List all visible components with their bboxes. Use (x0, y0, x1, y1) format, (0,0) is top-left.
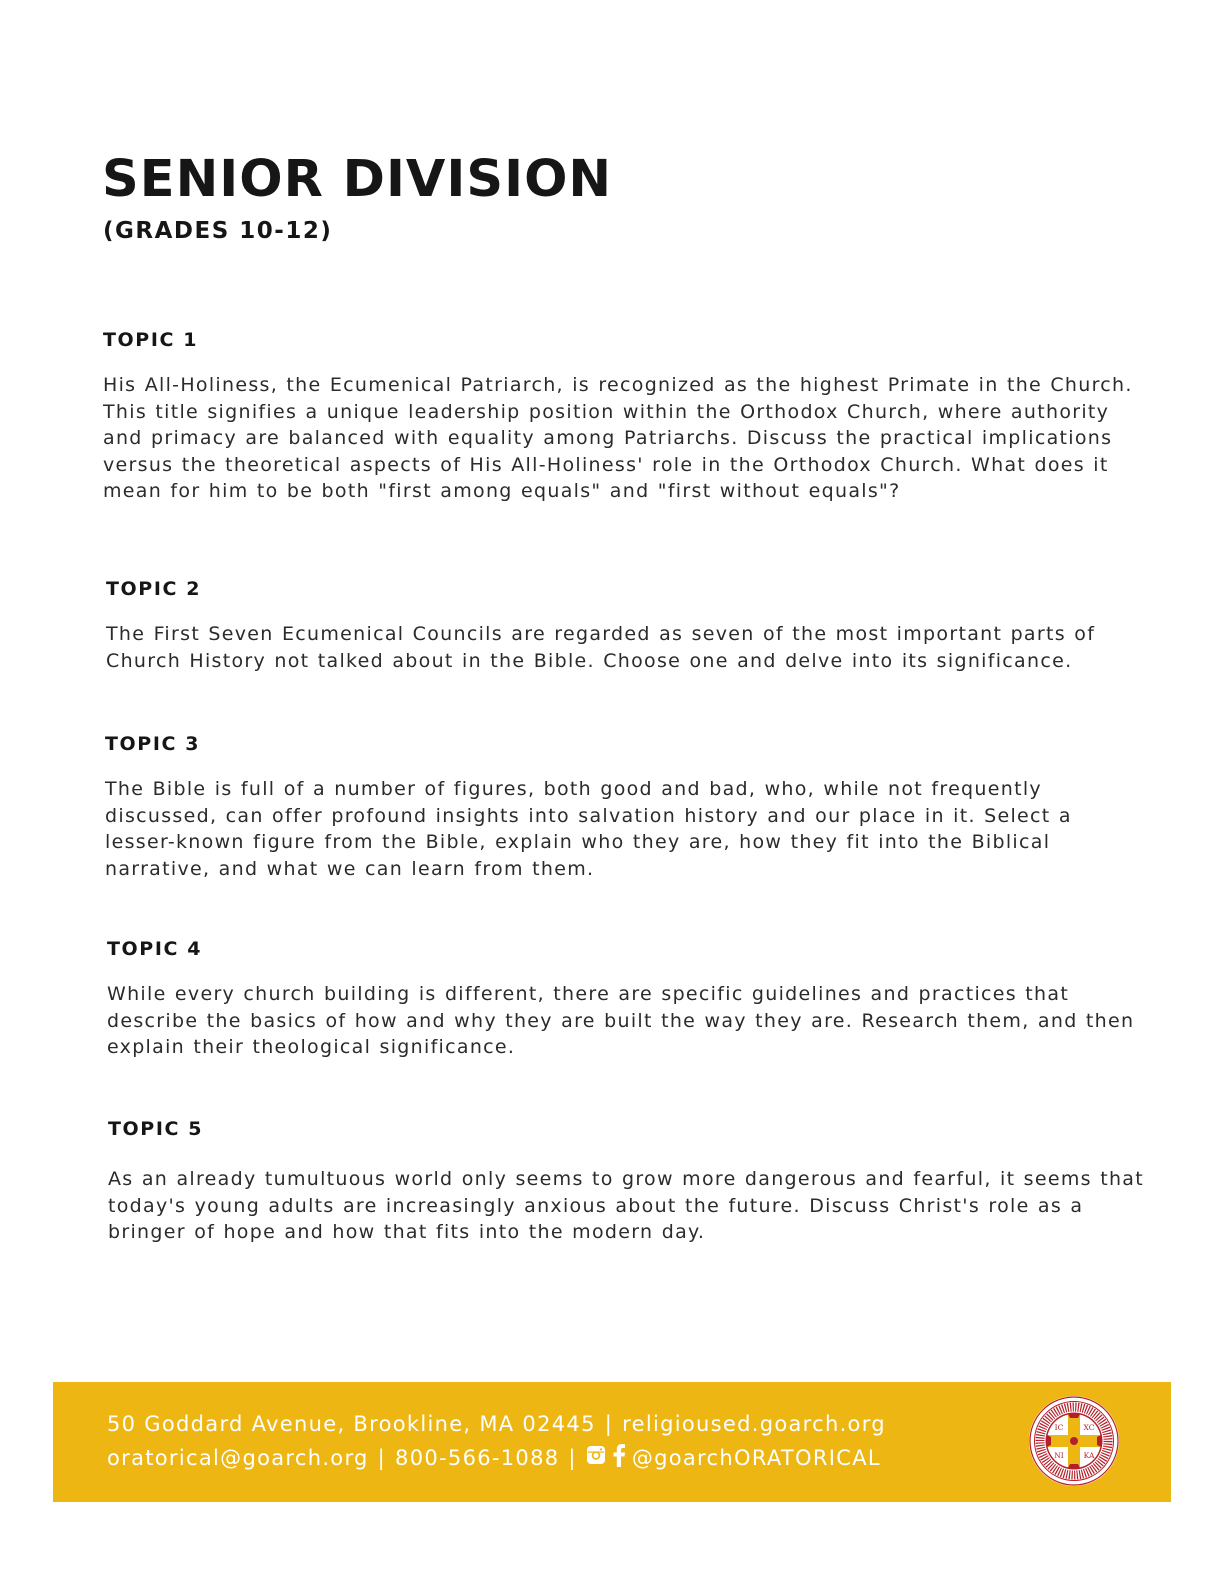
topic-body: The First Seven Ecumenical Councils are regarded as seven of the most important parts of Church History not talked about in the Bible. Choose one and delve into its significance. (106, 623, 1096, 672)
topic-body: While every church building is different, there are specific guidelines and practices that describe the basics of how and why they are built the way they are. Research them, and then explain their theological significance. (107, 983, 1135, 1058)
topic-heading: TOPIC 3 (105, 733, 201, 755)
topic-body: His All-Holiness, the Ecumenical Patriarch, is recognized as the highest Primate in the Church. This title signifies a unique leadership position within the Orthodox Church, where authority and primacy are balanced with equality among Patriarchs. Discuss the practical implications versus the theoretical aspects of His All-Holiness' role in the Orthodox Church. What does it mean for him to be both "first among equals" and "first without equals"? (103, 374, 1133, 502)
footer-separator: | (568, 1446, 577, 1470)
topic-heading: TOPIC 1 (103, 329, 199, 351)
facebook-icon[interactable] (612, 1443, 626, 1473)
svg-text:NI: NI (1054, 1451, 1064, 1460)
page-subtitle: (GRADES 10-12) (103, 218, 333, 244)
footer-website-link[interactable]: religioused.goarch.org (622, 1412, 886, 1436)
topic-section (106, 577, 1146, 674)
topic-heading: TOPIC 4 (107, 938, 203, 960)
topic-section (105, 732, 1145, 882)
footer-bar (53, 1382, 1171, 1502)
topic-body: The Bible is full of a number of figures, both good and bad, who, while not frequently discussed, can offer profound insights into salvation history and our place in it. Select a lesser-known figure from the Bible, explain who they are, how they fit into the Biblical narrative, and what we can learn from them. (105, 778, 1072, 880)
page-title: SENIOR DIVISION (102, 150, 613, 209)
footer-separator: | (604, 1412, 614, 1436)
topic-body: As an already tumultuous world only seems to grow more dangerous and fearful, it seems that today's young adults are increasingly anxious about the future. Discuss Christ's role as a bringer of hope and how that fits into the modern day. (108, 1168, 1144, 1243)
instagram-icon[interactable] (586, 1445, 606, 1471)
footer-address: 50 Goddard Avenue, Brookline, MA 02445 (107, 1412, 596, 1436)
archdiocese-seal-logo (1028, 1395, 1120, 1487)
svg-text:IC: IC (1054, 1423, 1064, 1432)
footer-separator: | (377, 1446, 387, 1470)
footer-contact-line (107, 1411, 886, 1437)
footer-email-link[interactable]: oratorical@goarch.org (107, 1446, 369, 1470)
svg-text:XC: XC (1083, 1423, 1095, 1432)
svg-text:KA: KA (1083, 1451, 1095, 1460)
topic-section (108, 1117, 1148, 1246)
footer-social-line (107, 1443, 881, 1473)
topic-section (103, 328, 1143, 505)
footer-phone[interactable]: 800-566-1088 (395, 1446, 560, 1470)
topic-heading: TOPIC 5 (108, 1118, 204, 1140)
footer-social-handle[interactable]: @goarchORATORICAL (631, 1446, 881, 1470)
topic-heading: TOPIC 2 (106, 578, 202, 600)
topic-section (107, 937, 1147, 1061)
